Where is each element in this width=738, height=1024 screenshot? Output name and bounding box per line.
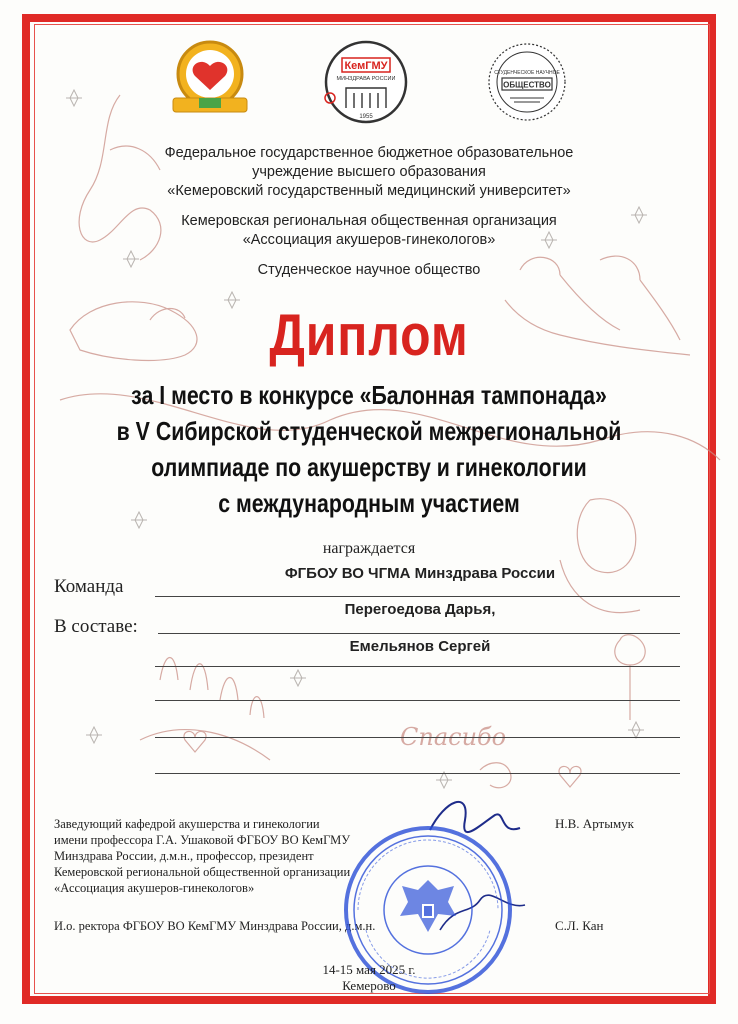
members-underline-1 [158,633,680,634]
svg-text:1955: 1955 [359,114,373,120]
svg-text:СТУДЕНЧЕСКОЕ НАУЧНОЕ: СТУДЕНЧЕСКОЕ НАУЧНОЕ [494,70,560,76]
subtitle-line-2: в V Сибирской студенческой межрегиональной [116,416,622,446]
org-line-1: Федеральное государственное бюджетное образовательное [164,145,574,161]
subtitle-line-4: с международным участием [218,488,520,518]
subtitle-line-3: олимпиаде по акушерству и гинекологии [151,452,587,482]
signatory-2-name: С.Л. Кан [555,918,604,933]
members-label: В составе: [54,616,138,637]
signatory-1-title [54,816,350,896]
awarded-label: награждается [322,540,416,557]
svg-text:ОБЩЕСТВО: ОБЩЕСТВО [503,80,551,90]
signatory-1-name: Н.В. Артымук [555,816,634,831]
team-underline [155,596,680,597]
org-line-3: «Кемеровский государственный медицинский университет» [167,183,571,199]
student-society-logo [482,38,572,131]
logos-row [0,38,738,128]
team-value: ФГБОУ ВО ЧГМА Минздрава России [284,565,556,582]
society-line: Студенческое научное общество [257,262,481,278]
heart-right [559,766,581,787]
signatory-1-line-5: «Ассоциация акушеров-гинекологов» [54,881,255,895]
signatory-1-line-2: имени профессора Г.А. Ушаковой ФГБОУ ВО КемГМУ [54,833,351,847]
award-city: Кемерово [342,978,396,993]
svg-text:МИНЗДРАВА РОССИИ: МИНЗДРАВА РОССИИ [336,76,396,82]
kemgmu-logo [316,38,416,131]
diploma-title: Диплом [269,303,469,368]
team-label: Команда [54,576,124,597]
award-date: 14-15 мая 2025 г. [322,962,416,977]
members-underline-2 [155,666,680,667]
signatory-1-line-3: Минздрава России, д.м.н., профессор, президент [54,849,314,863]
svg-text:КемГМУ: КемГМУ [344,60,388,72]
assoc-line-2: «Ассоциация акушеров-гинекологов» [242,232,496,248]
subtitle-line-1: за I место в конкурсе «Балонная тампонада» [131,380,607,410]
heart-award-logo [165,38,255,123]
member-2: Емельянов Сергей [349,638,491,655]
signatory-2-title: И.о. ректора ФГБОУ ВО КемГМУ Минздрава России, д.м.н. [54,919,376,933]
member-1: Перегоедова Дарья, [344,601,496,618]
heart-left [184,731,206,752]
members-underline-4 [155,737,680,738]
signatory-1-line-4: Кемеровской региональной общественной организации [54,865,351,879]
members-underline-5 [155,773,680,774]
members-underline-3 [155,700,680,701]
signatory-1-line-1: Заведующий кафедрой акушерства и гинекологии [54,817,320,831]
eagle-emblem [400,880,456,932]
assoc-line-1: Кемеровская региональная общественная организация [181,213,557,229]
spasibo-script: Спасибо [400,723,507,751]
org-line-2: учреждение высшего образования [252,164,486,180]
